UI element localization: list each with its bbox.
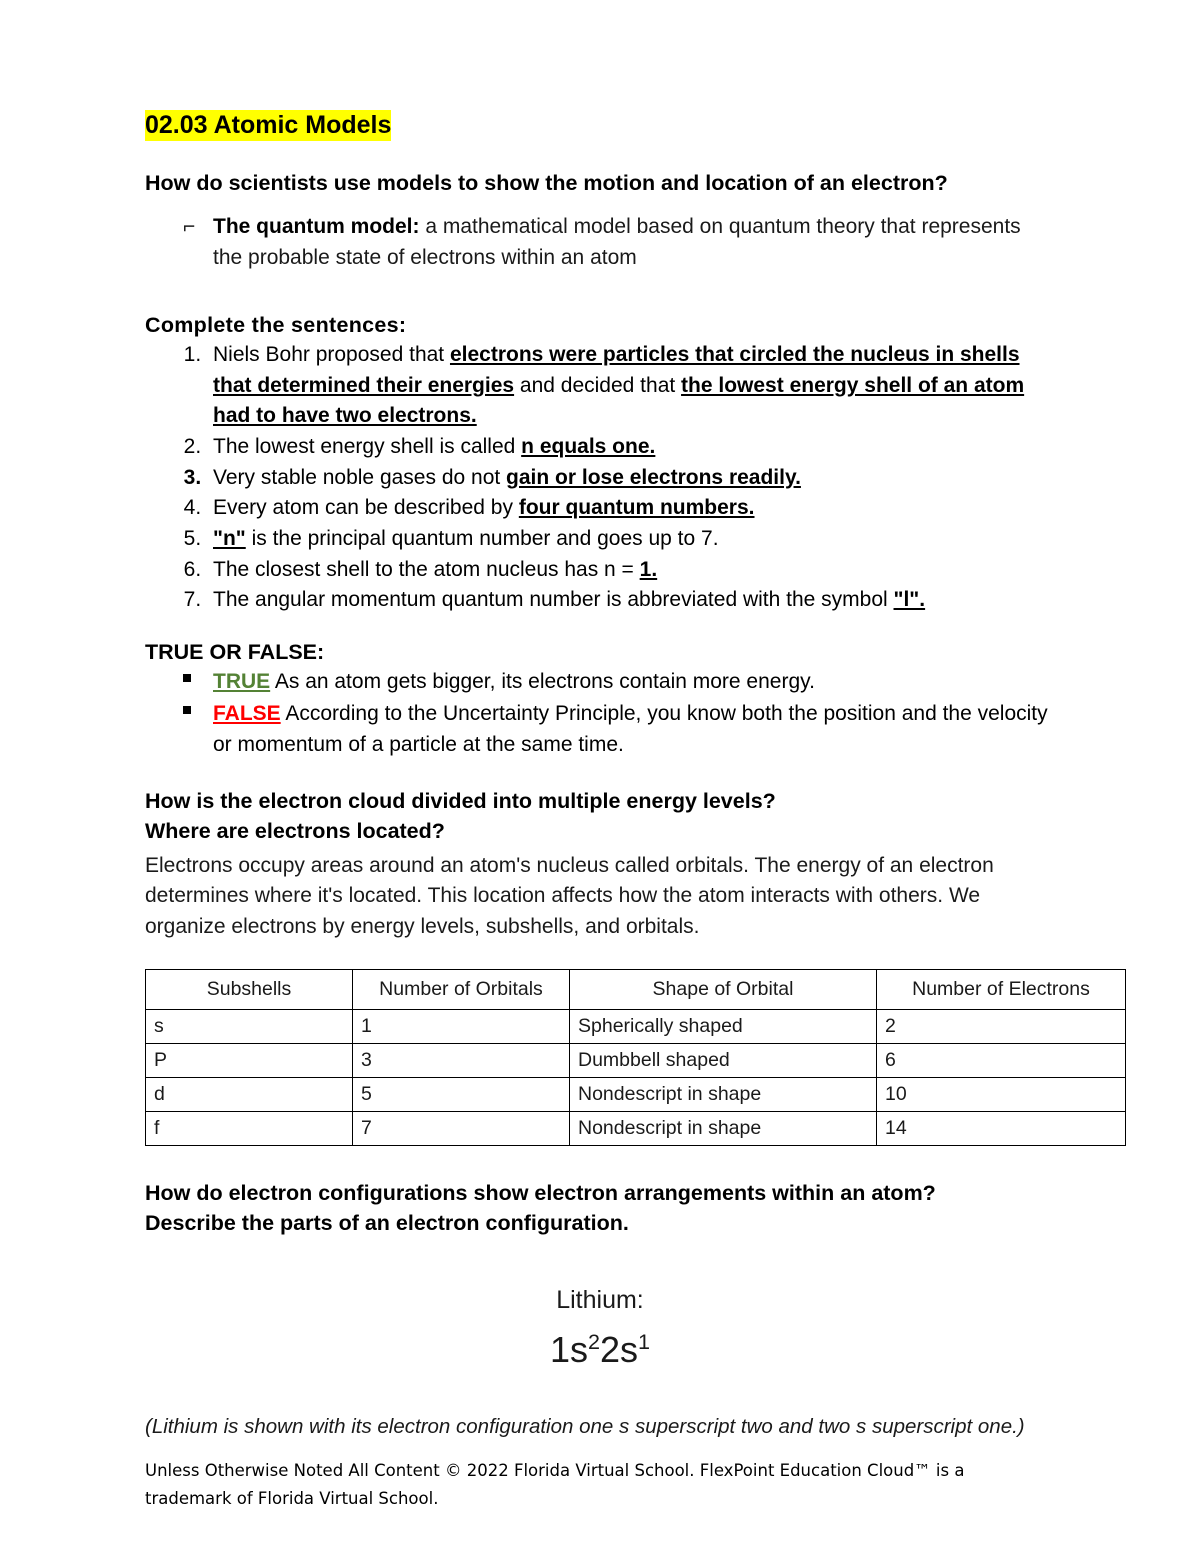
cell-electrons: 2 [877,1009,1126,1043]
formula-base-1: 1s [549,1328,588,1370]
formula-superscript-1: 2 [587,1328,600,1354]
list-item [207,463,1055,494]
true-false-verdict-1: TRUE [213,670,271,694]
sentence-5-mid: is the principal quantum number and goes up to 7. [245,527,719,551]
table-row [146,1077,1126,1111]
sentence-4-pre: Every atom can be described by [213,496,519,520]
cell-electrons: 6 [877,1043,1126,1077]
cell-subshell: s [146,1009,353,1043]
footer-copyright: Unless Otherwise Noted All Content © 2022 Florida Virtual School. FlexPoint Education Cloud™ is a trademark of Florida Virtual School. [145,1461,965,1509]
subshells-table [145,969,1126,1146]
configuration-questions [145,1178,1055,1238]
cell-subshell: P [146,1043,353,1077]
true-false-list [145,667,1055,760]
electron-configuration-formula [145,1327,1055,1372]
sentence-1-answer-1: electrons were particles that circled the nucleus in shells that determined their energies [213,343,1020,397]
column-header-number-of-electrons: Number of Electrons [877,969,1126,1009]
cell-electrons: 14 [877,1111,1126,1145]
sentence-5-answer-1: "n" [213,527,246,551]
true-false-text-2: According to the Uncertainty Principle, you know both the position and the velocity or momentum of a particle at the same time. [213,702,1048,756]
dash-bullet-icon: ⌐ [183,215,196,239]
sentence-4-answer-1: four quantum numbers. [518,496,755,520]
question-heading-2: How is the electron cloud divided into multiple energy levels? [145,789,776,814]
sentence-1-pre: Niels Bohr proposed that [213,343,450,367]
sentence-1-answer-2: the lowest energy shell of an atom had to have two electrons. [213,373,1025,428]
square-bullet-icon [183,706,191,714]
answer-paragraph: Electrons occupy areas around an atom's nucleus called orbitals. The energy of an electron determines where it's located. This location affects how the atom interacts with others. We organize electrons by energy levels, subshells, and orbitals. [145,853,994,938]
table-header-row [146,969,1126,1009]
list-item [207,585,1055,616]
question-heading-4: How do electron configurations show electron arrangements within an atom? [145,1180,936,1205]
figure-caption: (Lithium is shown with its electron configuration one s superscript two and two s superscript one.) [145,1414,1025,1438]
table-row [146,1009,1126,1043]
question-heading-5: Describe the parts of an electron configuration. [145,1210,629,1235]
list-item [207,699,1055,760]
complete-sentences-label: Complete the sentences: [145,313,407,338]
true-false-label: TRUE OR FALSE: [145,640,325,665]
sentence-2-answer-1: n equals one. [521,435,656,459]
cell-orbitals: 1 [353,1009,570,1043]
formula-superscript-2: 1 [638,1328,651,1354]
square-bullet-icon [183,674,191,682]
formula-base-2: 2s [600,1328,639,1370]
cell-subshell: d [146,1077,353,1111]
list-item [207,524,1055,555]
cell-subshell: f [146,1111,353,1145]
column-header-number-of-orbitals: Number of Orbitals [353,969,570,1009]
cell-shape: Spherically shaped [570,1009,877,1043]
quantum-model-bullet-list [145,212,1055,273]
quantum-model-term: The quantum model: [213,215,420,239]
list-item [207,493,1055,524]
cell-orbitals: 7 [353,1111,570,1145]
column-header-subshells: Subshells [146,969,353,1009]
cell-shape: Nondescript in shape [570,1111,877,1145]
list-item [207,340,1055,432]
cell-orbitals: 5 [353,1077,570,1111]
cell-orbitals: 3 [353,1043,570,1077]
cell-shape: Dumbbell shaped [570,1043,877,1077]
true-false-text-1: As an atom gets bigger, its electrons contain more energy. [270,670,815,694]
column-header-shape-of-orbital: Shape of Orbital [570,969,877,1009]
sentence-7-answer-1: "l". [893,588,926,612]
cell-electrons: 10 [877,1077,1126,1111]
list-item [145,212,1055,273]
question-heading-3: Where are electrons located? [145,819,445,844]
table-row [146,1043,1126,1077]
table-row [146,1111,1126,1145]
sentence-2-pre: The lowest energy shell is called [213,435,522,459]
true-false-verdict-2: FALSE [213,702,281,726]
list-item [207,432,1055,463]
complete-sentences-list [145,340,1055,616]
list-item [207,555,1055,586]
list-item [207,667,1055,697]
question-heading-1: How do scientists use models to show the motion and location of an electron? [145,171,948,196]
electron-configuration-figure [145,1284,1055,1372]
cell-shape: Nondescript in shape [570,1077,877,1111]
element-label: Lithium: [556,1286,644,1315]
page-title: 02.03 Atomic Models [145,110,391,141]
sentence-7-pre: The angular momentum quantum number is abbreviated with the symbol [213,588,894,612]
quantum-model-definition: a mathematical model based on quantum theory that represents the probable state of electrons within an atom [213,215,1021,269]
sentence-6-pre: The closest shell to the atom nucleus has n = [213,557,640,581]
sentence-6-answer-1: 1. [639,557,658,581]
sentence-1-mid: and decided that [514,373,682,397]
sentence-3-pre: Very stable noble gases do not [213,465,507,489]
sentence-3-answer-1: gain or lose electrons readily. [506,465,801,489]
